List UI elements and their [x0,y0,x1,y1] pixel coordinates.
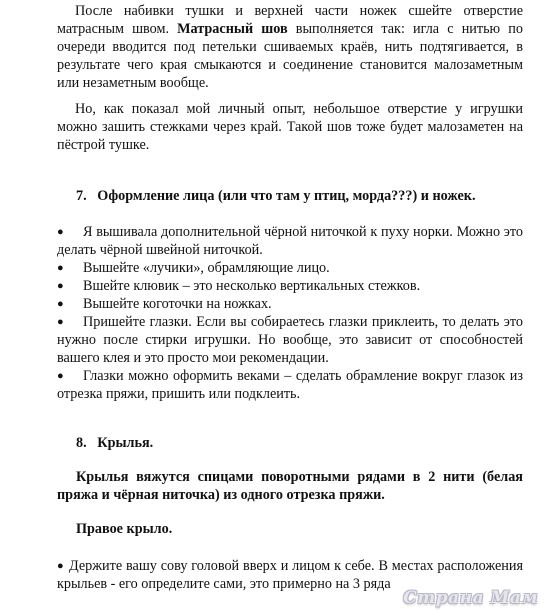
section-title: Оформление лица (или что там у птиц, морда???) и ножек. [97,188,476,204]
paragraph-personal-experience: Но, как показал мой личный опыт, небольшое отверстие у игрушки можно зашить стежками через край. Такой шов тоже будет малозаметен на пёстрой тушке. [57,101,523,153]
section-heading-8 [76,434,153,452]
paragraph-mattress-stitch [57,2,523,92]
bullet-dot-icon: ● [57,298,64,310]
bullet-dot-icon: ● [57,560,64,572]
section-heading-7 [76,187,476,205]
bullet-text: Держите вашу сову головой вверх и лицом к себе. В местах расположения крыльев - его определите сами, это примерно на 3 ряда [57,558,523,592]
section-title: Крылья. [97,435,154,451]
section-number: 7. [76,188,87,204]
bullet-text: Вшейте клювик – это несколько вертикальных стежков. [83,278,421,294]
bullet-text: Вышейте «лучики», обрамляющие лицо. [83,260,330,276]
section-number: 8. [76,435,87,451]
bold-term: Матрасный шов [177,21,288,37]
bullet-item [57,313,523,367]
bullet-text: Глазки можно оформить веками – сделать обрамление вокруг глазок из отрезка пряжи, пришить или подклеить. [57,368,523,402]
bullet-item [57,223,523,259]
paragraph-text: выполняется так: игла с нитью по очереди вводится под петельки сшиваемых краёв, нить подтягивается, в результате чего края смыкаются и соединение становится малозаметным или незаметным вообще. [57,21,523,91]
bullet-dot-icon: ● [57,280,64,292]
bullet-text: Вышейте коготочки на ножках. [83,296,272,312]
subheading-right-wing: Правое крыло. [76,521,173,537]
bullet-dot-icon: ● [57,316,64,328]
bullet-item [57,295,523,313]
bullet-text: Я вышивала дополнительной чёрной ниточкой к пуху норки. Можно это делать чёрной швейной ниточкой. [57,224,523,258]
paragraph-wings-intro: Крылья вяжутся спицами поворотными рядами в 2 нити (белая пряжа и чёрная ниточка) из одного отрезка пряжи. [57,469,523,503]
bullet-dot-icon: ● [57,370,64,382]
bullet-item [57,259,523,277]
bullet-dot-icon: ● [57,262,64,274]
bullet-item [57,367,523,403]
bullet-text: Пришейте глазки. Если вы собираетесь глазки приклеить, то делать это нужно после стирки игрушки. Но вообще, это зависит от способностей вашего клея и это просто мои рекомендации. [57,314,523,366]
watermark-logo: Страна Мам [403,588,538,608]
paragraph-text: После набивки тушки и верхней части ножек сшейте отверстие матрасным швом. [57,3,523,37]
bullet-item [57,277,523,295]
bullet-dot-icon: ● [57,226,64,238]
